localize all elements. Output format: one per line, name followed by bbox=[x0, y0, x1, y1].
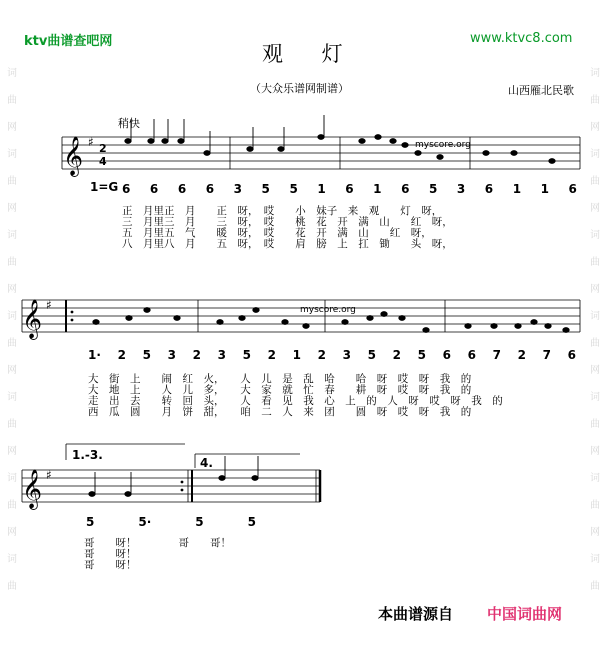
lyric-line: 五 月里五 气 暖 呀， 哎 花 开 满 山 红 呀， bbox=[122, 227, 432, 239]
jianpu-note: 1 bbox=[540, 182, 549, 196]
jianpu-note: 6 bbox=[205, 182, 215, 196]
time-sig-bottom: 4 bbox=[99, 155, 107, 168]
jianpu-row-3 bbox=[86, 515, 256, 529]
side-watermark-char: 词 bbox=[590, 149, 600, 160]
side-watermark-char: 词 bbox=[7, 554, 17, 565]
jianpu-note: 5 bbox=[261, 182, 270, 196]
lyric-line: 哥 呀！ 哥 哥！ bbox=[84, 537, 231, 549]
side-watermark-char: 曲 bbox=[590, 500, 600, 511]
jianpu-note: 2 bbox=[192, 348, 201, 362]
footer-brand-link[interactable]: 中国词曲网 bbox=[487, 605, 563, 623]
jianpu-note: 5 bbox=[367, 348, 376, 362]
side-watermark-char: 词 bbox=[590, 230, 600, 241]
treble-clef-icon-3: 𝄞 bbox=[22, 469, 43, 509]
side-watermark-char: 词 bbox=[590, 311, 600, 322]
volta-1-label: 1.-3. bbox=[72, 448, 103, 462]
lyric-line: 正 月里正 月 正 呀， 哎 小 妹子 来 观 灯 呀， bbox=[122, 205, 443, 217]
side-watermark-char: 曲 bbox=[7, 257, 17, 268]
side-watermark-char: 网 bbox=[7, 527, 17, 538]
jianpu-note: 5 bbox=[247, 515, 256, 529]
tempo-marking: 稍快 bbox=[118, 117, 140, 130]
side-watermark-char: 曲 bbox=[7, 419, 17, 430]
jianpu-note: 5 bbox=[242, 348, 251, 362]
jianpu-row-2 bbox=[88, 348, 576, 362]
lyrics-block-2 bbox=[88, 374, 503, 418]
repeat-dot-top bbox=[71, 311, 74, 314]
jianpu-note: 1 bbox=[512, 182, 522, 196]
lyric-line: 大 街 上 闹 红 火， 人 儿 是 乱 哈 哈 呀 哎 呀 我 的 bbox=[88, 373, 472, 385]
side-watermark-char: 词 bbox=[7, 230, 17, 241]
jianpu-note: 6 bbox=[442, 348, 451, 362]
side-watermark-char: 网 bbox=[7, 203, 17, 214]
side-watermark-char: 网 bbox=[590, 527, 600, 538]
jianpu-note: 5· bbox=[138, 515, 152, 529]
side-watermark-char: 网 bbox=[7, 446, 17, 457]
staff-watermark-2: myscore.org bbox=[300, 305, 356, 315]
side-watermark-char: 网 bbox=[7, 284, 17, 295]
jianpu-note: 6 bbox=[567, 348, 576, 362]
lyric-line: 大 地 上 人 儿 多， 大 家 就 忙 春 耕 呀 哎 呀 我 的 bbox=[88, 384, 472, 396]
lyrics-block-3 bbox=[84, 538, 231, 571]
side-watermark-char: 曲 bbox=[7, 95, 17, 106]
lyric-line: 哥 呀！ bbox=[84, 548, 137, 560]
song-origin: 山西雁北民歌 bbox=[508, 84, 574, 97]
jianpu-note: 2 bbox=[267, 348, 276, 362]
lyric-line: 哥 呀！ bbox=[84, 559, 137, 571]
volta-2-label: 4. bbox=[200, 456, 213, 470]
jianpu-note: 6 bbox=[401, 182, 410, 196]
jianpu-note: 6 bbox=[122, 182, 131, 196]
repeat-dot-bottom bbox=[71, 319, 74, 322]
treble-clef-icon-2: 𝄞 bbox=[22, 299, 43, 339]
jianpu-note: 5 bbox=[195, 515, 204, 529]
side-watermark-char: 曲 bbox=[7, 581, 17, 592]
side-watermark-char: 词 bbox=[7, 473, 17, 484]
staff-3 bbox=[22, 444, 320, 502]
key-signature: 1=G bbox=[90, 180, 119, 194]
side-watermark-char: 曲 bbox=[590, 419, 600, 430]
side-watermark-char: 曲 bbox=[7, 176, 17, 187]
jianpu-note: 1· bbox=[88, 348, 101, 362]
side-watermark-char: 词 bbox=[7, 149, 17, 160]
side-watermark-char: 网 bbox=[7, 122, 17, 133]
end-repeat-dot-top bbox=[181, 481, 184, 484]
jianpu-note: 2 bbox=[517, 348, 526, 362]
jianpu-note: 6 bbox=[177, 182, 187, 196]
jianpu-note: 6 bbox=[467, 348, 476, 362]
jianpu-note: 3 bbox=[233, 182, 242, 196]
side-watermark-char: 曲 bbox=[590, 581, 600, 592]
sharp-icon: ♯ bbox=[88, 135, 94, 149]
side-watermark-char: 曲 bbox=[7, 338, 17, 349]
jianpu-note: 6 bbox=[484, 182, 494, 196]
lyric-line: 走 出 去 转 回 头， 人 看 见 我 心 上 的 人 呀 哎 呀 我 的 bbox=[88, 395, 503, 407]
jianpu-note: 7 bbox=[542, 348, 551, 362]
jianpu-note: 3 bbox=[342, 348, 351, 362]
side-watermark-char: 曲 bbox=[7, 500, 17, 511]
jianpu-note: 6 bbox=[345, 182, 354, 196]
jianpu-note: 5 bbox=[428, 182, 438, 196]
jianpu-note: 1 bbox=[317, 182, 326, 196]
jianpu-note: 5 bbox=[86, 515, 95, 529]
side-watermark-char: 曲 bbox=[590, 338, 600, 349]
jianpu-note: 7 bbox=[492, 348, 501, 362]
treble-clef-icon: 𝄞 bbox=[63, 136, 84, 176]
jianpu-note: 6 bbox=[149, 182, 159, 196]
side-watermark-char: 词 bbox=[590, 473, 600, 484]
side-watermark-char: 曲 bbox=[590, 257, 600, 268]
jianpu-note: 1 bbox=[292, 348, 301, 362]
side-watermark-char: 网 bbox=[7, 365, 17, 376]
staff-watermark-1: myscore.org bbox=[415, 140, 471, 150]
site-url-right[interactable]: www.ktvc8.com bbox=[470, 31, 573, 46]
side-watermark-char: 词 bbox=[7, 311, 17, 322]
sharp-icon-3: ♯ bbox=[46, 468, 52, 482]
jianpu-note: 3 bbox=[217, 348, 226, 362]
sharp-icon-2: ♯ bbox=[46, 298, 52, 312]
jianpu-note: 6 bbox=[568, 182, 577, 196]
jianpu-note: 5 bbox=[142, 348, 151, 362]
jianpu-note: 5 bbox=[289, 182, 298, 196]
jianpu-note: 2 bbox=[117, 348, 126, 362]
lyric-line: 西 瓜 圆 月 饼 甜， 咱 二 人 来 团 圆 呀 哎 呀 我 的 bbox=[88, 406, 472, 418]
side-watermark-char: 曲 bbox=[590, 95, 600, 106]
side-watermark-char: 网 bbox=[590, 284, 600, 295]
jianpu-note: 3 bbox=[167, 348, 176, 362]
lyrics-block-1 bbox=[122, 206, 453, 250]
jianpu-note: 3 bbox=[456, 182, 466, 196]
side-watermark-char: 词 bbox=[7, 68, 17, 79]
footer-source-label: 本曲谱源自 bbox=[378, 605, 454, 623]
side-watermark-char: 网 bbox=[590, 203, 600, 214]
side-watermark-char: 网 bbox=[590, 122, 600, 133]
jianpu-note: 1 bbox=[373, 182, 382, 196]
lyric-line: 三 月里三 月 三 呀， 哎 桃 花 开 满 山 红 呀， bbox=[122, 216, 453, 228]
end-repeat-dot-bottom bbox=[181, 489, 184, 492]
side-watermark-char: 词 bbox=[590, 554, 600, 565]
time-sig-top: 2 bbox=[99, 142, 107, 155]
site-name-left[interactable]: ktv曲谱查吧网 bbox=[24, 34, 113, 49]
side-watermark-char: 网 bbox=[590, 365, 600, 376]
jianpu-row-1 bbox=[122, 182, 577, 196]
side-watermark-char: 网 bbox=[590, 446, 600, 457]
subtitle: （大众乐谱网制谱） bbox=[250, 82, 349, 95]
side-watermark-char: 词 bbox=[590, 68, 600, 79]
staff-1 bbox=[62, 137, 580, 169]
side-watermark-char: 词 bbox=[7, 392, 17, 403]
jianpu-note: 2 bbox=[317, 348, 326, 362]
lyric-line: 八 月里八 月 五 呀， 哎 肩 膀 上 扛 锄 头 呀， bbox=[122, 238, 453, 250]
jianpu-note: 5 bbox=[417, 348, 426, 362]
staff-3-notes bbox=[89, 456, 258, 496]
side-watermark-char: 曲 bbox=[590, 176, 600, 187]
song-title: 观 灯 bbox=[262, 42, 359, 66]
side-watermark-char: 词 bbox=[590, 392, 600, 403]
jianpu-note: 2 bbox=[392, 348, 401, 362]
